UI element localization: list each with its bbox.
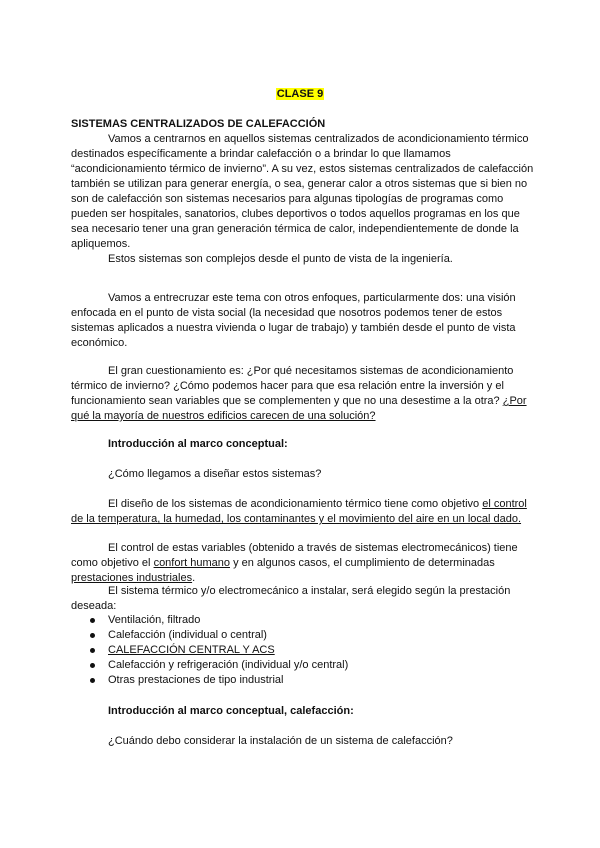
list-item	[71, 643, 531, 658]
list-item: Otras prestaciones de tipo industrial	[71, 673, 531, 688]
paragraph-2: Estos sistemas son complejos desde el punto de vista de la ingeniería.	[108, 253, 453, 265]
paragraph-5-text: El diseño de los sistemas de acondicionamiento térmico tiene como objetivo	[108, 498, 480, 510]
paragraph-7-block	[71, 584, 537, 614]
paragraph-3: Vamos a entrecruzar este tema con otros enfoques, particularmente dos: una visión enfocada en el punto de vista social (la necesidad que nosotros podemos tener de estos sistemas aplicados a nuestra vivienda o lugar de trabajo) y también desde el punto de vista económico.	[71, 292, 516, 349]
paragraph-6-underlined-prestaciones: prestaciones industriales	[71, 572, 193, 584]
paragraph-6-text-a: El control de estas variables (obtenido a través de sistemas electromecánicos) tiene como objetivo el	[71, 542, 518, 569]
paragraph-4-underlined: ¿Por qué la mayoría de nuestros edificios carecen de una solución?	[71, 395, 527, 422]
title-highlight: CLASE 9	[276, 88, 324, 100]
subheading-calefaccion: Introducción al marco conceptual, calefacción:	[108, 705, 354, 717]
paragraph-7: El sistema térmico y/o electromecánico a instalar, será elegido según la prestación deseada:	[71, 585, 511, 612]
paragraph-5-block	[71, 497, 537, 527]
list-item-underlined: CALEFACCIÓN CENTRAL Y ACS	[108, 644, 275, 656]
bullet-list	[71, 613, 531, 688]
page-title	[0, 87, 600, 102]
paragraph-5	[71, 497, 537, 527]
paragraph-3-block	[71, 291, 537, 351]
list-item: Ventilación, filtrado	[71, 613, 531, 628]
paragraph-6-underlined-confort: confort humano	[153, 557, 230, 569]
paragraph-4-text: El gran cuestionamiento es: ¿Por qué necesitamos sistemas de acondicionamiento térmico de invierno? ¿Cómo podemos hacer para que esa relación entre la inversión y el funcionamiento sean variables que se complementen y que no una desestime a la otra?	[71, 365, 514, 407]
list-item: Calefacción (individual o central)	[71, 628, 531, 643]
paragraph-6-block	[71, 541, 537, 586]
paragraph-4-block	[71, 364, 537, 424]
paragraph-6-text-b: y en algunos casos, el cumplimiento de determinadas	[233, 557, 495, 569]
list-item: Calefacción y refrigeración (individual y/o central)	[71, 658, 531, 673]
paragraph-6	[71, 541, 537, 586]
subheading-conceptual: Introducción al marco conceptual:	[108, 438, 288, 450]
question-1: ¿Cómo llegamos a diseñar estos sistemas?	[108, 468, 322, 480]
paragraph-4	[71, 364, 537, 424]
question-2: ¿Cuándo debo considerar la instalación de un sistema de calefacción?	[108, 735, 453, 747]
paragraph-5-underlined: el control de la temperatura, la humedad, los contaminantes y el movimiento del aire en un local dado.	[71, 498, 527, 525]
paragraph-6-text-c: .	[192, 572, 196, 584]
intro-paragraph	[71, 132, 537, 267]
paragraph-1: Vamos a centrarnos en aquellos sistemas centralizados de acondicionamiento térmico destinados específicamente a brindar calefacción o a brindar lo que llamamos “acondicionamiento térmico de invierno”. A su vez, estos sistemas centralizados de calefacción también se utilizan para generar energía, o sea, generar calor a otros sistemas que si bien no son de calefacción son sistemas necesarios para algunas tipologías de programas como pueden ser hospitales, sanatorios, clubes deportivos o todos aquellos programas en los que sea necesario tener una gran generación térmica de calor, independientemente de donde la apliquemos.	[71, 133, 534, 250]
section-heading: SISTEMAS CENTRALIZADOS DE CALEFACCIÓN	[71, 118, 326, 130]
